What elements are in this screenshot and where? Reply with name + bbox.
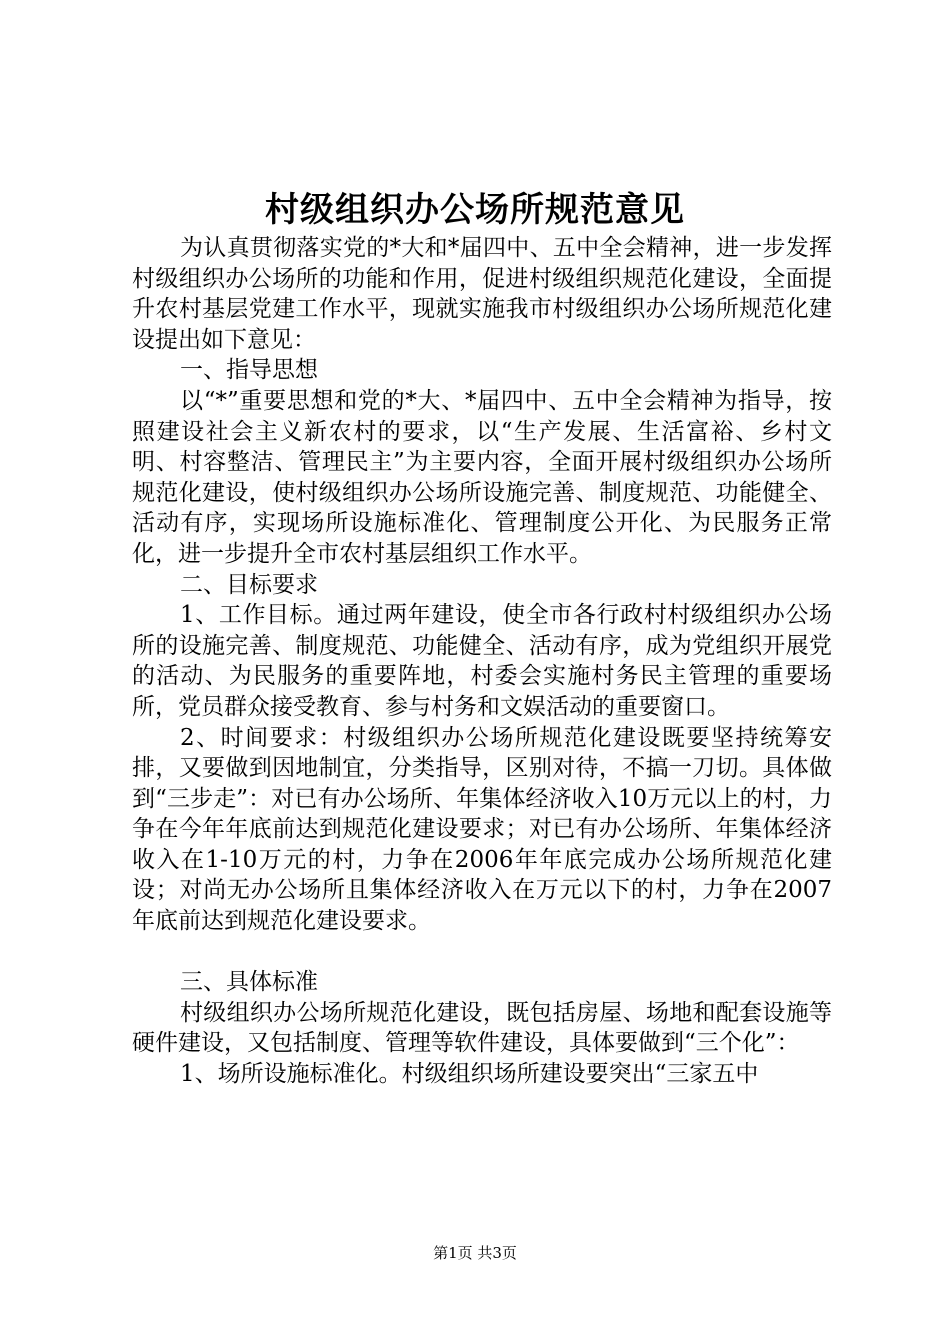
section-heading-goals: 二、目标要求 <box>180 571 318 598</box>
document-title: 村级组织办公场所规范意见 <box>265 190 685 230</box>
intro-paragraph: 为认真贯彻落实党的*大和*届四中、五中全会精神，进一步发挥村级组织办公场所的功能和作用，促进村级组织规范化建设，全面提升农村基层党建工作水平，现就实施我市村级组织办公场所规范化建设提出如下意见： <box>132 235 832 353</box>
goals-item-work-target: 1、工作目标。通过两年建设，使全市各行政村村级组织办公场所的设施完善、制度规范、功能健全、活动有序，成为党组织开展党的活动、为民服务的重要阵地，村委会实施村务民主管理的重要场所，党员群众接受教育、参与村务和文娱活动的重要窗口。 <box>132 602 832 720</box>
paragraph-gap <box>132 937 832 968</box>
document-body <box>132 233 832 1090</box>
section-paragraph-standards: 村级组织办公场所规范化建设，既包括房屋、场地和配套设施等硬件建设，又包括制度、管理等软件建设，具体要做到“三个化”： <box>132 999 832 1057</box>
page-number-footer: 第1页 共3页 <box>433 1244 517 1262</box>
section-heading-standards: 三、具体标准 <box>180 969 318 996</box>
standards-item-facilities: 1、场所设施标准化。村级组织场所建设要突出“三家五中 <box>180 1061 759 1088</box>
goals-item-time-requirement: 2、时间要求：村级组织办公场所规范化建设既要坚持统筹安排，又要做到因地制宜，分类指导，区别对待，不搞一刀切。具体做到“三步走”：对已有办公场所、年集体经济收入10万元以上的村，力争在今年年底前达到规范化建设要求；对已有办公场所、年集体经济收入在1-10万元的村，力争在2006年年底完成办公场所规范化建设；对尚无办公场所且集体经济收入在万元以下的村，力争在2007年底前达到规范化建设要求。 <box>132 724 832 935</box>
section-paragraph-guiding-ideology: 以“*”重要思想和党的*大、*届四中、五中全会精神为指导，按照建设社会主义新农村的要求，以“生产发展、生活富裕、乡村文明、村容整洁、管理民主”为主要内容，全面开展村级组织办公场所规范化建设，使村级组织办公场所设施完善、制度规范、功能健全、活动有序，实现场所设施标准化、管理制度公开化、为民服务正常化，进一步提升全市农村基层组织工作水平。 <box>132 387 832 567</box>
section-heading-guiding-ideology: 一、指导思想 <box>180 357 318 384</box>
